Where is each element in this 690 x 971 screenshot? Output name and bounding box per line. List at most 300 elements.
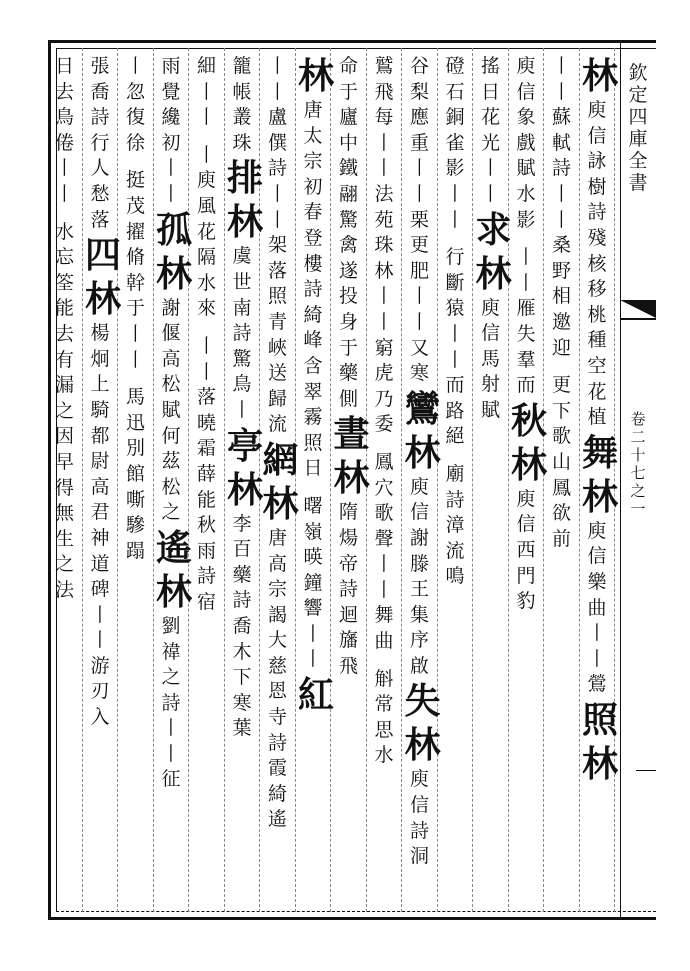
text-char: 重 [409,131,429,154]
text-char: 雁 [516,297,536,320]
text-char: 丨 [551,80,571,103]
text-char: 庾 [409,768,429,791]
headword-char: 林 [227,468,264,511]
text-char: 丨 [196,106,216,129]
text-char: 花 [480,106,500,129]
text-char: 流 [445,539,465,562]
band-divider [620,318,656,320]
headword-char: 排 [227,157,264,200]
text-char: 宗 [303,150,323,173]
text-char: 于 [125,297,145,320]
text-char: 籠 [232,55,252,77]
text-char: 射 [480,373,500,396]
text-char: 道 [90,552,110,575]
text-char: 恩 [267,680,287,703]
text-char: 丨 [125,55,145,77]
text-char: 詩 [551,157,571,180]
text-char: 寒 [409,362,429,385]
text-char: 戲 [516,131,536,154]
text-column [50,54,80,909]
text-char: 迅 [125,411,145,434]
text-column [404,54,441,909]
text-char: 象 [516,106,536,129]
text-char: 移 [587,278,607,301]
text-char: 鐘 [303,571,323,594]
text-char: 得 [54,476,74,499]
text-char: 庾 [587,519,607,542]
text-char: 霧 [303,406,323,429]
text-column [262,54,299,909]
text-char: 隔 [196,246,216,269]
text-char: 綺 [303,303,323,326]
text-char: 忽 [125,80,145,103]
text-char: 游 [90,654,110,677]
text-char: 松 [161,475,181,498]
text-char: 宗 [267,578,287,601]
text-column [475,54,512,909]
text-char: 丨 [54,157,74,180]
text-char: 丨 [267,80,287,103]
column-rule [472,48,473,912]
text-char: 空 [587,354,607,377]
column-gap [192,131,222,143]
headword-char: 林 [333,457,370,500]
column-rule [401,48,402,912]
text-char: 青 [267,310,287,333]
text-char: 核 [587,252,607,275]
text-column [298,54,335,909]
text-char: 茂 [125,194,145,217]
text-char: 禕 [161,640,181,663]
text-char: 下 [232,666,252,689]
column-rule [224,48,225,912]
text-char: 常 [374,693,394,716]
text-column [192,54,222,909]
text-char: 賦 [516,157,536,180]
headword-char: 四 [85,234,122,277]
text-char: 光 [480,131,500,154]
text-char: 慈 [267,654,287,677]
text-char: 早 [54,450,74,473]
text-char: 人 [90,157,110,180]
headword-char: 林 [511,443,548,486]
headword-char: 林 [404,431,441,474]
column-gap [121,156,151,168]
text-char: 漏 [54,374,74,397]
text-char: 搖 [480,55,500,77]
text-char: 舞 [374,604,394,627]
text-column [85,54,122,909]
text-char: 側 [338,387,358,410]
text-char: 丨 [409,157,429,180]
text-char: 斷 [445,271,465,294]
column-rule [437,48,438,912]
text-char: 蘇 [551,106,571,129]
text-char: 聲 [374,527,394,550]
text-char: 樂 [587,570,607,593]
column-gap [547,361,577,373]
column-gap [121,373,151,385]
text-char: 信 [409,794,429,817]
text-char: 丨 [232,398,252,421]
text-char: 栗 [409,208,429,231]
text-char: 鳥 [54,106,74,129]
column-rule [579,48,580,912]
text-char: 雀 [445,131,465,154]
text-char: 飛 [374,80,394,103]
text-char: 曲 [587,596,607,619]
text-char: 庾 [480,296,500,319]
text-char: 丨 [267,208,287,231]
text-char: 尉 [90,450,110,473]
text-char: 纔 [161,106,181,129]
text-char: 丨 [303,622,323,645]
text-char: 信 [480,322,500,345]
text-char: 葉 [232,717,252,740]
column-rule [330,48,331,912]
text-char: 詩 [232,589,252,612]
text-char: 風 [196,194,216,217]
text-char: 大 [267,629,287,652]
text-char: 種 [587,329,607,352]
text-char: 丨 [374,310,394,333]
text-char: 喬 [90,80,110,103]
text-char: 丨 [374,553,394,576]
text-char: 藥 [232,563,252,586]
text-char: 詩 [445,488,465,511]
headword-char: 遙 [156,526,193,569]
headword-char: 求 [475,208,512,251]
headword-char: 網 [262,438,299,481]
text-char: 生 [54,527,74,550]
headword-char: 林 [475,252,512,295]
text-char: 馬 [480,347,500,370]
text-char: 鳳 [374,450,394,473]
text-char: 寺 [267,706,287,729]
text-char: 禽 [338,234,358,257]
text-char: 鳳 [551,476,571,499]
text-char: 窮 [374,336,394,359]
text-char: 殘 [587,226,607,249]
text-char: 廟 [445,462,465,485]
text-char: 復 [125,106,145,129]
text-char: 法 [374,182,394,205]
text-char: 西 [516,538,536,561]
text-char: 丨 [445,348,465,371]
text-char: 初 [303,175,323,198]
band-rule [636,770,656,771]
text-char: 煬 [338,526,358,549]
text-char: 之 [54,399,74,422]
text-char: 滕 [409,552,429,575]
text-char: 曉 [196,411,216,434]
text-char: 曙 [303,494,323,517]
text-char: 又 [409,336,429,359]
text-char: 信 [516,80,536,103]
text-char: 楊 [90,322,110,345]
text-char: 庾 [196,169,216,192]
text-char: 信 [587,545,607,568]
text-char: 擢 [125,220,145,243]
text-char: 叢 [232,106,252,129]
text-char: 猿 [445,297,465,320]
text-char: 能 [196,488,216,511]
text-char: 門 [516,564,536,587]
text-char: 鳴 [445,565,465,588]
text-char: 去 [54,80,74,103]
text-char: 南 [232,296,252,319]
text-char: 秋 [196,514,216,537]
text-column [333,54,370,909]
text-column [156,54,193,909]
text-char: 挺 [125,169,145,192]
text-char: 丨 [161,182,181,205]
text-char: 喬 [232,614,252,637]
text-char: 樓 [303,252,323,275]
text-char: 珠 [232,131,252,154]
text-char: 下 [551,399,571,422]
text-char: 丨 [54,182,74,205]
text-char: 丨 [161,717,181,740]
text-char: 帝 [338,552,358,575]
text-char: 君 [90,501,110,524]
text-char: 王 [409,578,429,601]
text-char: 丨 [374,285,394,308]
text-char: 法 [54,578,74,601]
text-char: 肥 [409,259,429,282]
text-char: 詩 [409,819,429,842]
text-char: 峽 [267,336,287,359]
text-char: 丨 [161,157,181,180]
text-char: 丨 [196,143,216,166]
text-char: 照 [267,285,287,308]
text-char: 何 [161,424,181,447]
text-char: 欲 [551,502,571,525]
text-char: 植 [587,406,607,429]
text-char: 軾 [551,131,571,154]
text-char: 松 [161,373,181,396]
text-char: 幹 [125,271,145,294]
text-char: 曲 [374,630,394,653]
text-char: 都 [90,424,110,447]
text-char: 霞 [267,757,287,780]
text-char: 歌 [551,425,571,448]
text-char: 流 [267,413,287,436]
text-char: 路 [445,399,465,422]
text-char: 綺 [267,782,287,805]
text-char: 來 [196,297,216,320]
text-char: 神 [90,526,110,549]
column-gap [369,655,399,667]
text-char: 徐 [125,131,145,154]
text-char: 而 [445,374,465,397]
text-char: 木 [232,640,252,663]
text-char: 詩 [267,157,287,180]
column-rule [188,48,189,912]
text-char: 驚 [338,208,358,231]
text-char: 丨 [551,182,571,205]
text-char: 細 [196,55,216,77]
text-char: 銅 [445,106,465,129]
text-char: 庾 [587,99,607,121]
text-char: 春 [303,201,323,224]
text-column [511,54,548,909]
text-char: 無 [54,502,74,525]
text-char: 桃 [587,303,607,326]
text-char: 水 [374,744,394,767]
headword-char: 亭 [227,424,264,467]
text-char: 嘶 [125,488,145,511]
headword-char: 林 [156,570,193,613]
column-gap [369,438,399,450]
text-char: 含 [303,354,323,377]
text-char: 有 [54,348,74,371]
text-char: 日 [480,80,500,103]
text-char: 詩 [267,731,287,754]
text-char: 水 [54,220,74,243]
text-char: 騎 [90,398,110,421]
text-char: 賦 [480,398,500,421]
text-char: 虎 [374,362,394,385]
text-char: 丨 [551,55,571,77]
headword-char: 林 [298,55,335,97]
text-char: 丨 [125,322,145,345]
text-char: 遂 [338,259,358,282]
text-char: 鳥 [232,373,252,396]
text-char: 李 [232,512,252,535]
text-char: 磴 [445,55,465,77]
text-char: 驚 [232,347,252,370]
text-char: 洞 [409,845,429,868]
text-char: 能 [54,297,74,320]
text-char: 架 [267,234,287,257]
text-char: 行 [445,246,465,269]
text-char: 丨 [480,182,500,205]
headword-char: 林 [156,252,193,295]
text-char: 謁 [267,603,287,626]
text-char: 于 [338,80,358,103]
text-char: 翮 [338,182,358,205]
text-char: 丨 [196,334,216,357]
text-char: 前 [551,527,571,550]
text-char: 信 [409,501,429,524]
text-char: 集 [409,603,429,626]
text-char: 漳 [445,514,465,537]
text-char: 石 [445,80,465,103]
text-char: 谷 [409,55,429,77]
text-char: 庾 [516,55,536,77]
text-char: 信 [587,124,607,147]
column-gap [440,233,470,245]
text-char: 高 [267,552,287,575]
column-rule [82,48,83,912]
text-char: 上 [90,373,110,396]
book-title: 欽定四庫全書 [628,62,648,194]
text-char: 詩 [232,322,252,345]
fish-tail-mark [620,300,656,318]
text-char: 序 [409,629,429,652]
text-char: 委 [374,413,394,436]
column-gap [50,208,80,220]
text-char: 水 [516,182,536,205]
headword-char: 晝 [333,413,370,456]
text-char: 雨 [161,55,181,77]
text-char: 思 [374,718,394,741]
text-char: 乃 [374,387,394,410]
text-char: 倦 [54,131,74,154]
text-char: 樹 [587,175,607,198]
text-char: 館 [125,462,145,485]
column-gap [298,482,328,494]
text-char: 賦 [161,398,181,421]
text-char: 歌 [374,502,394,525]
headword-char: 林 [582,475,619,518]
text-char: 入 [90,706,110,729]
text-char: 宿 [196,590,216,613]
text-char: 絕 [445,425,465,448]
text-char: 丨 [409,310,429,333]
text-char: 唐 [267,526,287,549]
text-char: 更 [551,374,571,397]
text-char: 詠 [587,150,607,173]
text-char: 鶯 [587,673,607,696]
text-char: 驂 [125,514,145,537]
text-char: 鷲 [374,55,394,77]
text-char: 虞 [232,245,252,268]
column-gap [511,233,541,245]
text-char: 丨 [267,55,287,77]
text-char: 登 [303,226,323,249]
text-char: 廬 [338,106,358,129]
text-char: 遙 [267,808,287,831]
text-char: 穴 [374,476,394,499]
text-char: 落 [196,386,216,409]
text-char: 梨 [409,80,429,103]
text-char: 于 [338,336,358,359]
text-char: 丨 [374,157,394,180]
text-char: 馬 [125,386,145,409]
text-char: 丨 [90,603,110,626]
text-char: 詩 [338,578,358,601]
text-char: 筌 [54,271,74,294]
text-char: 珠 [374,234,394,257]
text-char: 征 [161,768,181,791]
text-char: 脩 [125,246,145,269]
text-char: 迎 [551,336,571,359]
text-char: 送 [267,362,287,385]
text-char: 信 [516,513,536,536]
text-char: 盧 [267,106,287,129]
headword-char: 照 [582,698,619,741]
text-char: 去 [54,322,74,345]
text-char: 詩 [90,106,110,129]
text-char: 詩 [303,278,323,301]
text-column [121,54,151,909]
text-char: 覺 [161,80,181,103]
text-char: 碑 [90,578,110,601]
text-char: 花 [196,220,216,243]
text-char: 丨 [267,182,287,205]
headword-char: 林 [227,201,264,244]
text-char: 偃 [161,322,181,345]
headword-char: 舞 [582,431,619,474]
text-column [440,54,470,909]
text-char: 之 [161,501,181,524]
headword-char: 鸞 [404,387,441,430]
text-char: 邀 [551,310,571,333]
text-char: 桑 [551,234,571,257]
headword-char: 林 [262,482,299,525]
